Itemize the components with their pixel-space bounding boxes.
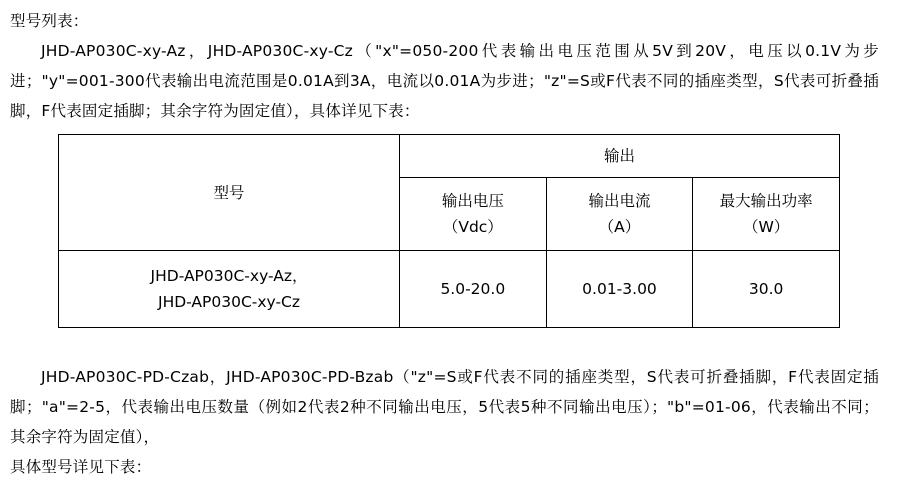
- table-header-max-output-power-line2: （W）: [742, 218, 790, 236]
- table-header-output-voltage: [400, 178, 547, 251]
- table-header-output-current-line1: 输出电流: [588, 192, 651, 210]
- table-header-model: 型号: [59, 135, 400, 251]
- table-cell-model: [59, 251, 400, 328]
- table-header-output: 输出: [400, 135, 840, 178]
- table-cell-model-line1: JHD-AP030C-xy-Az，: [150, 267, 308, 285]
- table-header-output-current: [546, 178, 693, 251]
- paragraph-spacer: [0, 328, 897, 362]
- spec-table-wrap: [0, 126, 897, 328]
- table-header-output-voltage-line2: （Vdc）: [442, 218, 503, 236]
- table-row: [59, 251, 840, 328]
- table-cell-current: 0.01-3.00: [546, 251, 693, 328]
- table-row-header-top: [59, 135, 840, 178]
- paragraph-model-description-3: 具体型号详见下表：: [10, 458, 152, 476]
- paragraph-model-description-2: JHD-AP030C-PD-Czab，JHD-AP030C-PD-Bzab（"z"=S或F代表不同的插座类型，S代表可折叠插脚，F代表固定插脚；"a"=2-5，代表输出电压数量（例如2代表2种不同输出电压，5代表5种不同输出电压）；"b"=01-06，代表输出不同；其余字符为固定值），: [10, 368, 879, 446]
- table-cell-power: 30.0: [693, 251, 840, 328]
- table-header-max-output-power: [693, 178, 840, 251]
- section-title: 型号列表：: [10, 12, 89, 30]
- table-header-output-voltage-line1: 输出电压: [441, 192, 504, 210]
- table-cell-voltage: 5.0-20.0: [400, 251, 547, 328]
- spec-table: [58, 134, 840, 328]
- table-header-output-current-line2: （A）: [598, 218, 641, 236]
- paragraph-model-description-1: JHD-AP030C-xy-Az，JHD-AP030C-xy-Cz（"x"=050-200代表输出电压范围从5V到20V，电压以0.1V为步进；"y"=001-300代表输出电流范围是0.01A到3A，电流以0.01A为步进；"z"=S或F代表不同的插座类型，S代表可折叠插脚，F代表固定插脚；其余字符为固定值），具体详见下表：: [10, 42, 879, 120]
- table-header-max-output-power-line1: 最大输出功率: [719, 192, 813, 210]
- table-cell-model-line2: JHD-AP030C-xy-Cz: [158, 293, 300, 311]
